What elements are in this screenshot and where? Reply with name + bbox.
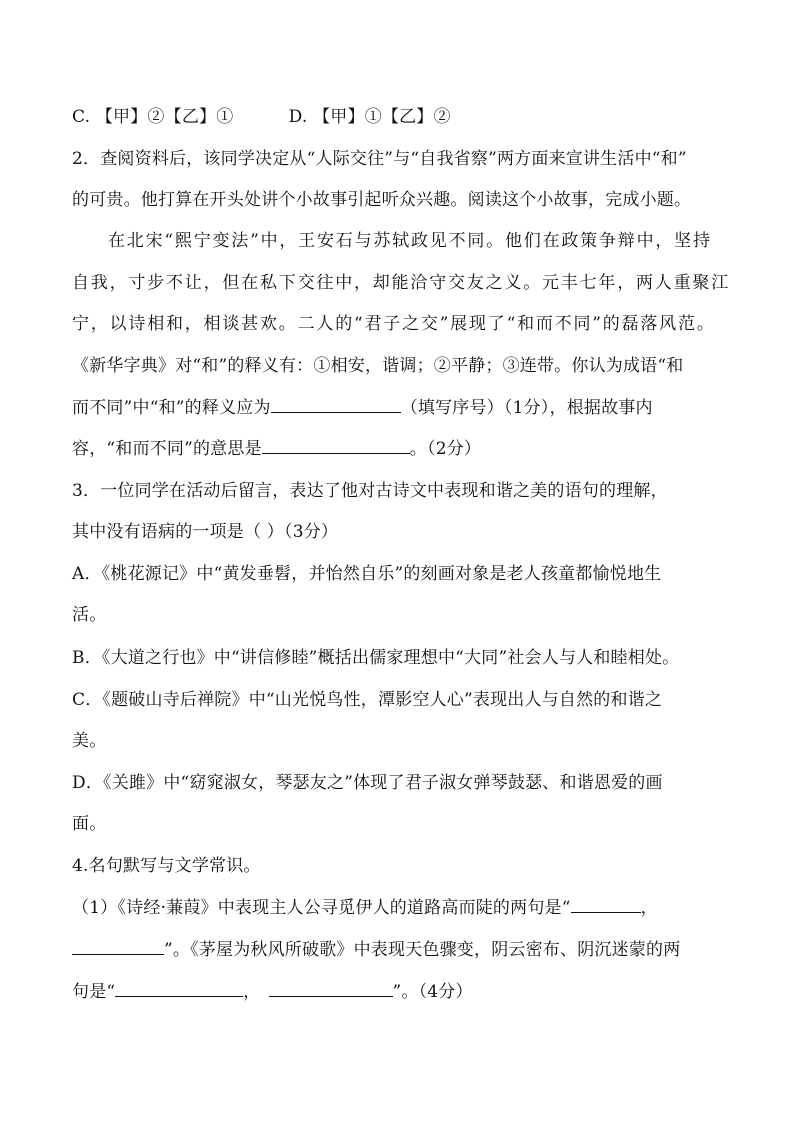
- q4-text: ，: [243, 982, 261, 1002]
- q4-sub1-line-2: [72, 936, 732, 964]
- q2-task-line-2: [72, 394, 732, 422]
- q4-text: ”。《茅屋为秋风所破歌》中表现天色骤变，阴云密布、阴沉迷蒙的两: [164, 940, 681, 960]
- answer-blank[interactable]: [571, 894, 641, 913]
- q4-text: ”。（4分）: [392, 982, 473, 1002]
- option-d-label: D.: [288, 107, 308, 127]
- q2-story-line-2: 自我，寸步不让，但在私下交往中，却能洽守交友之义。元丰七年，两人重聚江: [72, 273, 730, 293]
- q3-option-a-line-1: A．《桃花源记》中“黄发垂髫，并怡然自乐”的刻画对象是老人孩童都愉悦地生: [72, 564, 662, 584]
- q4-text: （1）《诗经·蒹葭》中表现主人公寻觅伊人的道路高而陡的两句是“: [72, 898, 571, 918]
- q3-option-a-line-2: 活。: [72, 605, 107, 625]
- q2-task-line-3: [72, 435, 732, 463]
- option-c-text: 【甲】②【乙】①: [95, 107, 234, 127]
- q4-text: 句是“: [72, 982, 116, 1002]
- answer-blank[interactable]: [271, 394, 401, 413]
- q3-stem-line-1: 3．一位同学在活动后留言，表达了他对古诗文中表现和谐之美的语句的理解，: [72, 481, 668, 501]
- answer-blank[interactable]: [269, 978, 393, 997]
- q3-option-b-line-1: B．《大道之行也》中“讲信修睦”概括出儒家理想中“大同”社会人与人和睦相处。: [72, 648, 680, 668]
- answer-blank[interactable]: [115, 978, 243, 997]
- q1-options-row: [72, 103, 732, 131]
- q2-task-text: （填写序号）（1分），根据故事内: [400, 398, 653, 418]
- q3-option-d-line-2: 面。: [72, 814, 107, 834]
- q4-text: ，: [640, 898, 658, 918]
- q3-option-d-line-1: D．《关雎》中“窈窕淑女，琴瑟友之”体现了君子淑女弹琴鼓瑟、和谐恩爱的画: [72, 773, 663, 793]
- q2-story-line-3: 宁，以诗相和，相谈甚欢。二人的“君子之交”展现了“和而不同”的磊落风范。: [72, 314, 716, 334]
- q3-stem-line-2: 其中没有语病的一项是（ ）（3分）: [72, 522, 339, 542]
- q2-intro-line-2: 的可贵。他打算在开头处讲个小故事引起听众兴趣。阅读这个小故事，完成小题。: [72, 190, 692, 210]
- option-d-text: 【甲】①【乙】②: [313, 107, 451, 127]
- answer-blank[interactable]: [262, 435, 410, 454]
- q4-title: 4.名句默写与文学常识。: [72, 856, 261, 876]
- q2-task-text: 而不同”中“和”的释义应为: [72, 398, 271, 418]
- q4-sub1-line-3: [72, 978, 732, 1006]
- q2-intro-line-1: 2．查阅资料后，该同学决定从“人际交往”与“自我省察”两方面来宣讲生活中“和”: [72, 149, 687, 169]
- answer-blank[interactable]: [72, 936, 164, 955]
- q2-task-line-1: 《新华字典》对“和”的释义有：①相安，谐调；②平静；③连带。你认为成语“和: [72, 356, 684, 376]
- q2-task-text: 容，“和而不同”的意思是: [72, 439, 262, 459]
- q2-story-line-1: 在北宋“熙宁变法”中，王安石与苏轼政见不同。他们在政策争辩中，坚持: [108, 231, 712, 251]
- q2-task-text: 。（2分）: [409, 439, 482, 459]
- option-c-label: C.: [72, 107, 91, 127]
- q3-option-c-line-1: C．《题破山寺后禅院》中“山光悦鸟性，潭影空人心”表现出人与自然的和谐之: [72, 690, 663, 710]
- q4-sub1-line-1: [72, 894, 732, 922]
- q3-option-c-line-2: 美。: [72, 731, 107, 751]
